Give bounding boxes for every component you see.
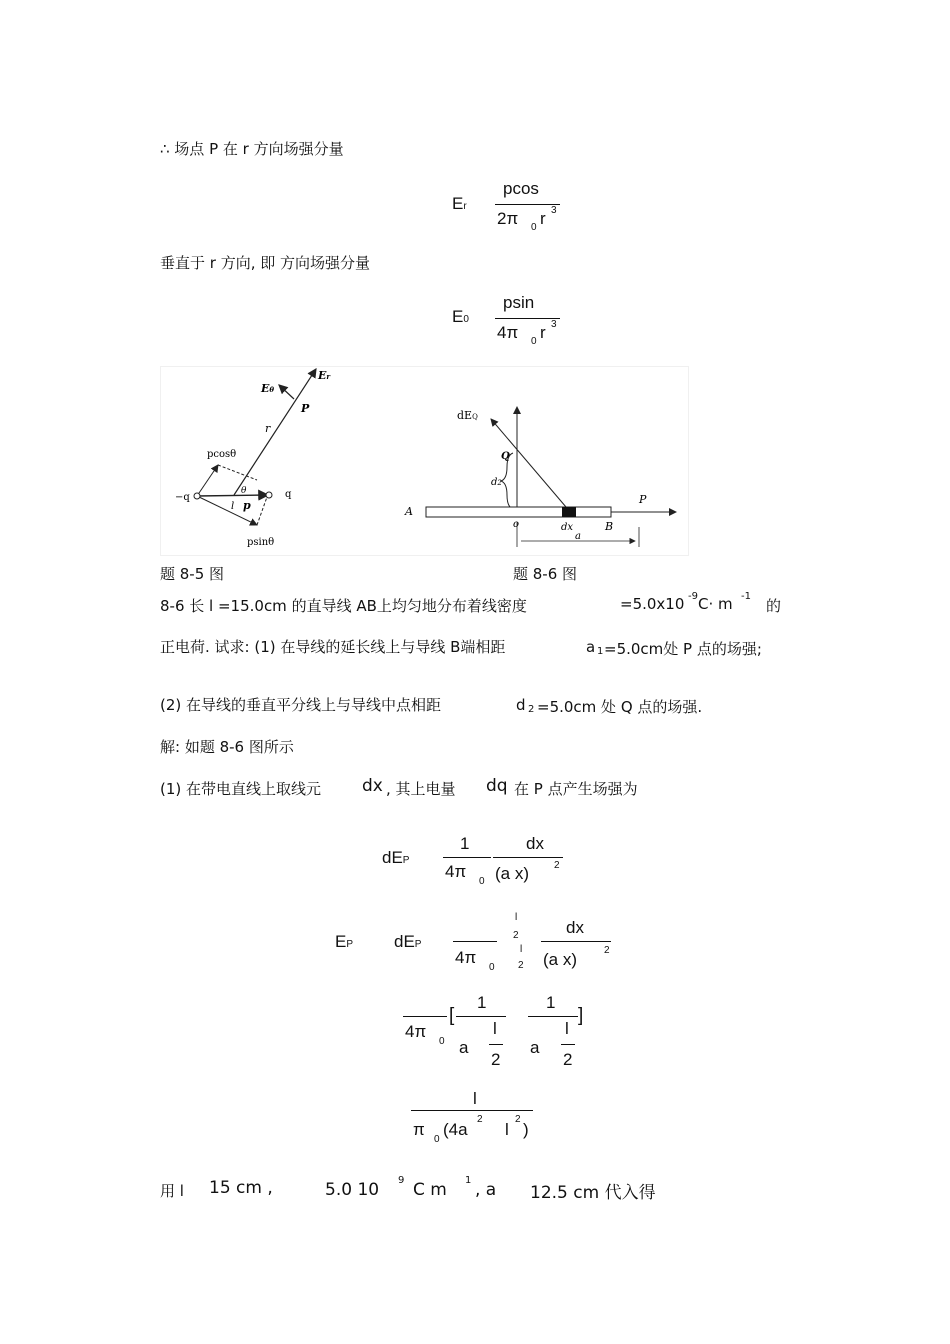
solution-intro: 解: 如题 8-6 图所示 xyxy=(160,738,294,756)
pcos-arrow xyxy=(197,465,218,496)
label-b-end: B xyxy=(605,520,614,533)
label-a-dist: a xyxy=(575,531,581,542)
pcos-dash xyxy=(218,465,257,480)
label-de-q: dEQ xyxy=(457,409,478,422)
label-d2: d2 xyxy=(491,477,502,488)
label-dx: dx xyxy=(561,522,574,533)
label-q-point: Q xyxy=(501,451,510,462)
dipole-arrow xyxy=(197,495,268,496)
figures-svg xyxy=(161,367,688,555)
psin-dash xyxy=(257,497,267,525)
e-theta-arrow xyxy=(279,385,294,399)
figure-panel xyxy=(160,366,689,556)
wire-ab xyxy=(426,507,611,517)
label-r: r xyxy=(265,422,271,435)
label-minus-q: −q xyxy=(175,492,190,503)
label-e-r: Er xyxy=(318,369,331,382)
text-line-field-r: ∴ 场点 P 在 r 方向场强分量 xyxy=(160,140,344,158)
label-psin: psinθ xyxy=(247,537,275,548)
label-e-theta: Eθ xyxy=(261,382,275,395)
charge-plus-q xyxy=(266,492,272,498)
figure-8-5 xyxy=(175,369,331,548)
label-pcos: pcosθ xyxy=(207,449,237,460)
dx-element xyxy=(562,507,576,517)
label-q: q xyxy=(285,489,292,500)
label-theta: θ xyxy=(241,486,247,496)
figure-8-6 xyxy=(404,407,676,547)
caption-8-5: 题 8-5 图 xyxy=(160,565,225,583)
label-origin: o xyxy=(513,519,520,530)
de-q-arrow xyxy=(491,419,566,507)
label-p-vec: p xyxy=(243,499,251,512)
charge-minus-q xyxy=(194,493,200,499)
caption-8-6: 题 8-6 图 xyxy=(513,565,578,583)
label-p-fig1: P xyxy=(301,402,310,415)
label-a-end: A xyxy=(405,505,413,518)
label-l: l xyxy=(231,501,235,512)
label-p-fig2: P xyxy=(639,493,647,506)
text-line-field-theta: 垂直于 r 方向, 即 方向场强分量 xyxy=(160,254,371,272)
